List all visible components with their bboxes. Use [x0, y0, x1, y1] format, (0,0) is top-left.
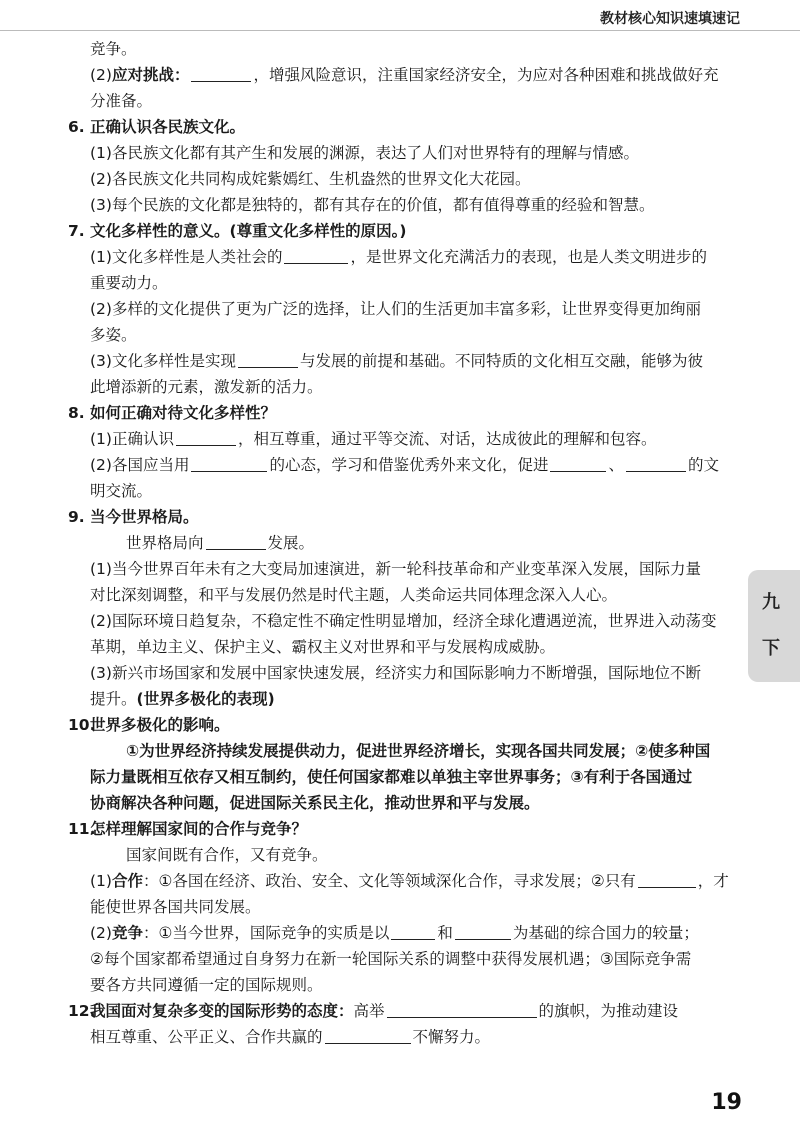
section-heading: 6. 正确认识各民族文化。: [68, 118, 246, 136]
text-line: 国家间既有合作，又有竞争。: [126, 846, 328, 864]
text-line: ①为世界经济持续发展提供动力，促进世界经济增长，实现各国共同发展；②使多种国: [126, 742, 711, 760]
section-heading: 11.怎样理解国家间的合作与竞争？: [68, 820, 308, 838]
text-line: 分准备。: [90, 92, 153, 110]
fill-blank[interactable]: [325, 1027, 411, 1044]
text-line: (2)竞争：①当今世界，国际竞争的实质是以 和 为基础的综合国力的较量；: [90, 924, 699, 942]
fill-blank[interactable]: [550, 455, 606, 472]
text-line: (1)合作：①各国在经济、政治、安全、文化等领域深化合作，寻求发展；②只有 ，才: [90, 872, 729, 890]
text-line: 世界格局向 发展。: [126, 534, 315, 552]
text-line: (3)新兴市场国家和发展中国家快速发展，经济实力和国际影响力不断增强，国际地位不断: [90, 664, 701, 682]
text-line: (2)各民族文化共同构成姹紫嫣红、生机盎然的世界文化大花园。: [90, 170, 531, 188]
fill-blank[interactable]: [206, 533, 266, 550]
text-line: 重要动力。: [90, 274, 168, 292]
text-line: (3)每个民族的文化都是独特的，都有其存在的价值，都有值得尊重的经验和智慧。: [90, 196, 655, 214]
fill-blank[interactable]: [191, 455, 267, 472]
side-tab-bottom: 下: [762, 638, 780, 659]
grade-side-tab: [748, 570, 800, 682]
fill-blank[interactable]: [626, 455, 686, 472]
text-line: (2)多样的文化提供了更为广泛的选择，让人们的生活更加丰富多彩，让世界变得更加绚丽: [90, 300, 701, 318]
text-line: 竞争。: [90, 40, 137, 58]
section-heading: 7. 文化多样性的意义。(尊重文化多样性的原因。): [68, 222, 407, 240]
text-line: 对比深刻调整，和平与发展仍然是时代主题，人类命运共同体理念深入人心。: [90, 586, 618, 604]
text-line: (2)国际环境日趋复杂，不稳定性不确定性明显增加，经济全球化遭遇逆流，世界进入动荡变: [90, 612, 717, 630]
section-heading: 10.世界多极化的影响。: [68, 716, 230, 734]
page-number: 19: [711, 1090, 742, 1115]
fill-blank[interactable]: [284, 247, 348, 264]
text-line: 际力量既相互依存又相互制约，使任何国家都难以单独主宰世界事务；③有利于各国通过: [90, 768, 693, 786]
fill-blank[interactable]: [238, 351, 298, 368]
fill-blank[interactable]: [191, 65, 251, 82]
section-heading: 9. 当今世界格局。: [68, 508, 199, 526]
text-line: 相互尊重、公平正义、合作共赢的 不懈努力。: [90, 1028, 491, 1046]
document-body: [68, 36, 736, 1050]
text-line: (2)各国应当用 的心态，学习和借鉴优秀外来文化，促进 、 的文: [90, 456, 720, 474]
header-divider: [0, 30, 800, 31]
fill-blank[interactable]: [638, 871, 696, 888]
header-title: 教材核心知识速填速记: [600, 11, 740, 27]
fill-blank[interactable]: [176, 429, 236, 446]
text-line: 明交流。: [90, 482, 153, 500]
section-heading: 12.我国面对复杂多变的国际形势的态度：高举 的旗帜，为推动建设: [68, 1002, 679, 1020]
text-line: 能使世界各国共同发展。: [90, 898, 261, 916]
text-line: 要各方共同遵循一定的国际规则。: [90, 976, 323, 994]
text-line: (1)文化多样性是人类社会的 ，是世界文化充满活力的表现，也是人类文明进步的: [90, 248, 707, 266]
text-line: ②每个国家都希望通过自身努力在新一轮国际关系的调整中获得发展机遇；③国际竞争需: [90, 950, 692, 968]
text-line: (3)文化多样性是实现 与发展的前提和基础。不同特质的文化相互交融，能够为彼: [90, 352, 703, 370]
text-line: 协商解决各种问题，促进国际关系民主化，推动世界和平与发展。: [90, 794, 540, 812]
section-heading: 8. 如何正确对待文化多样性？: [68, 404, 277, 422]
text-line: 此增添新的元素，激发新的活力。: [90, 378, 323, 396]
text-line: 多姿。: [90, 326, 137, 344]
side-tab-top: 九: [762, 592, 780, 613]
text-line: (2)应对挑战： ，增强风险意识，注重国家经济安全，为应对各种困难和挑战做好充: [90, 66, 719, 84]
fill-blank[interactable]: [455, 923, 511, 940]
text-line: 提升。(世界多极化的表现): [90, 690, 275, 708]
fill-blank[interactable]: [387, 1001, 537, 1018]
text-line: (1)各民族文化都有其产生和发展的渊源，表达了人们对世界特有的理解与情感。: [90, 144, 639, 162]
text-line: 革期，单边主义、保护主义、霸权主义对世界和平与发展构成威胁。: [90, 638, 556, 656]
text-line: (1)当今世界百年未有之大变局加速演进，新一轮科技革命和产业变革深入发展，国际力量: [90, 560, 701, 578]
text-line: (1)正确认识 ，相互尊重，通过平等交流、对话，达成彼此的理解和包容。: [90, 430, 657, 448]
fill-blank[interactable]: [391, 923, 435, 940]
